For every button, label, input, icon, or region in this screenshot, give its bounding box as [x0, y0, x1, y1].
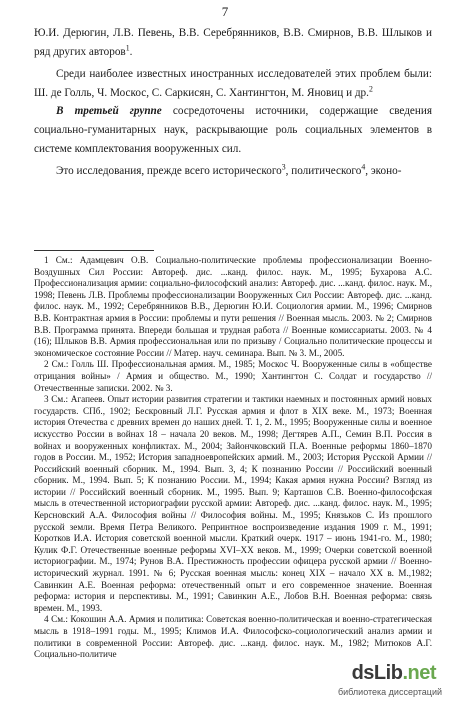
authors-end: .	[129, 45, 133, 58]
watermark-caption: библиотека диссертаций	[337, 687, 442, 697]
authors-text: Ю.И. Дерюгин, Л.В. Певень, В.В. Серебрянников, В.В. Смирнов, В.В. Шлыков и ряд других авторов	[34, 27, 432, 58]
paragraph-studies	[34, 162, 432, 181]
third-group-emphasis: В третьей группе	[56, 105, 162, 118]
footnotes	[34, 255, 432, 660]
footnote-ref-2: 2	[368, 84, 373, 94]
footnote-1: 1 См.: Адамцевич О.В. Социально-политические проблемы профессионализации Военно-Воздушных Сил России: Автореф. дис. ...канд. филос. наук. М., 1995; Бухарова А.С. Профессионализация армии: социально-философский анализ: Автореф. дис. ...канд. филос. наук. М., 1998; Певень Л.В. Проблемы профессионализации Вооруженных Сил России: Автореф. дис. ...канд. филос. наук. М., 1992; Серебрянников В.В., Дерюгин Ю.И. Социология армии. М., 1996; Смирнов В.В. Контрактная армия в России: проблемы и пути решения // Военная мысль. 2003. № 2; Смирнов В.В. Программа принята. Впереди большая и трудная работа // Военные комиссариаты. 2003. № 4 (16); Шлыков В.В. Армия профессиональная или по призыву / Социально политические процессы и экономическое состояние России // Матер. науч. семинара. Вып. № 3. М., 2005.	[34, 255, 432, 358]
paragraph-foreign	[34, 65, 432, 102]
paragraph-third-group	[34, 102, 432, 158]
footnote-2: 2 См.: Голль Ш. Профессиональная армия. М., 1985; Москос Ч. Вооруженные силы в «обществе отрицания войны» / Армия и общество. М., 1990; Хантингтон С. Солдат и государство // Отечественные записки. 2002. № 3.	[34, 359, 432, 393]
footnote-ref-3: 3	[281, 162, 286, 172]
main-text	[34, 24, 432, 181]
footnote-ref-4: 4	[361, 162, 366, 172]
footnote-4: 4 См.: Кокошин А.А. Армия и политика: Советская военно-политическая и военно-стратегическая мысль в 1918–1991 годы. М., 1995; Климов И.А. Философско-социологический анализ армии и политики в современной России: Автореф. дис. ...канд. филос. наук. М., 1982; Митюков А.Г. Социально-политиче	[34, 614, 432, 660]
watermark	[328, 659, 450, 701]
studies-text-c: , эконо-	[365, 165, 402, 178]
studies-text-b: , политического	[285, 165, 362, 178]
footnote-3: 3 См.: Агапеев. Опыт истории развития стратегии и тактики наемных и постоянных армий новых государств. СПб., 1902; Бескровный Л.Г. Русская армия и флот в XIX веке. М., 1973; Военная история Отечества с древних времен до наших дней. Т. 1, 2. М., 1995; Вооруженные силы и военное искусство России в войнах 18 – начала 20 веков. М., 1998; Дегтярев А.П., Семин В.П. Россия в войнах и вооруженных конфликтах. М., 2004; Зайончковский П.А. Военные реформы 1860–1870 годов в России. М., 1952; История западноевропейских армий. М., 2003; История Русской Армии // Российский военный сборник. М., 1994. Вып. 3, 4; К познанию России // Российский военный сборник. М., 1994. Вып. 5; К познанию России. М., 1994; Какая армия нужна России? Взгляд из истории // Российский военный сборник. М., 1995. Вып. 9; Карташов С.В. Военно-философская мысль в отечественной историографии русской армии: Автореф. дис. ...канд. филос. наук. М., 1995; Керсновский А.А. Философия войны // Философия войны. М., 1995; Князьков С. Из прошлого русской земли. Время Петра Великого. Репринтное воспроизведение издания 1909 г. М., 1991; Коротков И.А. История советской военной мысли. Краткий очерк. 1917 – июнь 1941-го. М., 1980; Кулик Ф.Г. Отечественные военные реформы XVI–XX веков. М., 1999; Очерки советской военной историографии. М., 1974; Рунов В.А. Престижность профессии офицера русской армии // Военно-исторический журнал. 1991. № 6; Русская военная мысль: конец XIX – начало XX в. М.,1982; Савинкин А.Е. Военная реформа: отечественный опыт и его современное значение. Военная реформа: история и перспективы. М., 1991; Савинкин А.Е., Лобов В.Н. Военная реформа: связь времен. М., 1993.	[34, 394, 432, 613]
paragraph-authors	[34, 24, 432, 61]
footnote-ref-1: 1	[125, 42, 130, 52]
footnote-divider	[34, 250, 154, 251]
studies-text-a: Это исследования, прежде всего исторического	[56, 165, 282, 178]
page-number: 7	[221, 4, 229, 19]
third-group-text: сосредоточены источники, содержащие сведения социально-гуманитарных наук, раскрывающие роль социальных элементов в системе комплектования вооруженных сил.	[34, 105, 433, 155]
watermark-logo: dsLib.net	[351, 662, 436, 684]
foreign-text: Среди наиболее известных иностранных исследователей этих проблем были: Ш. де Голль, Ч. Москос, С. Саркисян, С. Хантингтон, М. Яновиц и др.	[34, 68, 432, 99]
